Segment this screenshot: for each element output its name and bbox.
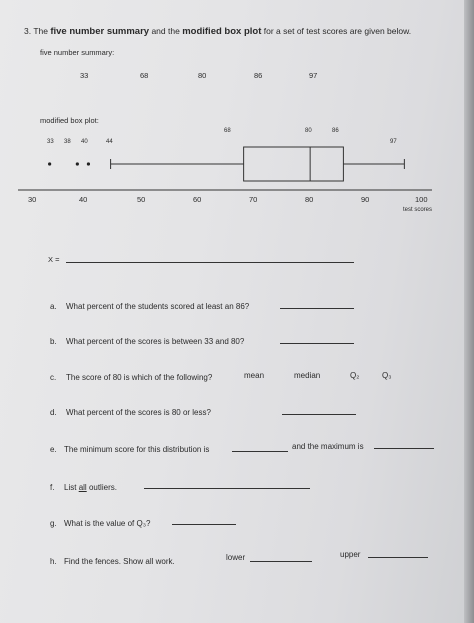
outlier-dot-33: [48, 162, 51, 165]
box-plot-group: [18, 147, 432, 190]
option-q2[interactable]: Q₂: [350, 371, 360, 380]
question-e-max-blank[interactable]: [374, 448, 434, 449]
axis-tick-90: 90: [361, 195, 370, 204]
question-e-letter: e.: [50, 445, 57, 454]
question-d-blank[interactable]: [282, 414, 356, 415]
question-g-text: What is the value of Q₃?: [64, 519, 151, 528]
axis-tick-100: 100: [415, 195, 428, 204]
axis-tick-80: 80: [305, 195, 314, 204]
question-f-pre: List: [64, 483, 77, 492]
question-f-letter: f.: [50, 483, 55, 492]
axis-tick-50: 50: [137, 195, 146, 204]
outlier-dot-38: [76, 162, 79, 165]
summary-q3: 86: [254, 71, 263, 80]
option-q3[interactable]: Q₃: [382, 371, 392, 380]
problem-number: 3.: [24, 26, 32, 36]
question-h-letter: h.: [50, 557, 57, 566]
question-g-blank[interactable]: [172, 524, 236, 525]
question-b-blank[interactable]: [280, 343, 354, 344]
title-post: for a set of test scores are given below.: [263, 26, 412, 36]
question-c-letter: c.: [50, 373, 57, 382]
title-bold-summary: five number summary: [50, 26, 150, 37]
iqr-box: [244, 147, 344, 181]
outlier-label-40: 40: [81, 139, 88, 145]
summary-label: five number summary:: [40, 48, 115, 57]
question-a-letter: a.: [50, 302, 57, 311]
question-e-text2: and the maximum is: [292, 442, 364, 451]
summary-min: 33: [80, 71, 89, 80]
question-h-text: Find the fences. Show all work.: [64, 557, 175, 566]
question-g-letter: g.: [50, 519, 57, 528]
question-f-underline: all: [78, 483, 87, 492]
question-f-text: [64, 483, 117, 492]
question-f-blank[interactable]: [144, 488, 310, 489]
axis-tick-70: 70: [249, 195, 258, 204]
q1-label: 68: [224, 128, 231, 134]
question-f-post: outliers.: [88, 483, 117, 492]
q3-label: 86: [332, 128, 339, 134]
boxplot-label: modified box plot:: [40, 116, 99, 125]
option-median[interactable]: median: [294, 371, 321, 380]
summary-median: 80: [198, 71, 207, 80]
max-label: 97: [390, 139, 397, 145]
question-e-min-blank[interactable]: [232, 451, 288, 452]
outlier-label-33: 33: [47, 139, 54, 145]
question-e-text: The minimum score for this distribution is: [64, 445, 210, 454]
option-mean[interactable]: mean: [244, 371, 265, 380]
x-answer-blank[interactable]: [66, 262, 354, 263]
axis-tick-60: 60: [193, 195, 202, 204]
question-b-letter: b.: [50, 337, 57, 346]
question-d-letter: d.: [50, 408, 57, 417]
whisker-label-44: 44: [106, 139, 113, 145]
title-bold-boxplot: modified box plot: [182, 26, 262, 37]
question-b-text: What percent of the scores is between 33 and 80?: [66, 337, 245, 346]
outlier-label-38: 38: [64, 139, 71, 145]
lower-fence-blank[interactable]: [250, 561, 312, 562]
axis-tick-30: 30: [28, 195, 37, 204]
median-label: 80: [305, 128, 312, 134]
upper-fence-blank[interactable]: [368, 557, 428, 558]
outlier-dot-40: [87, 162, 90, 165]
question-a-blank[interactable]: [280, 308, 354, 309]
axis-tick-40: 40: [79, 195, 88, 204]
lower-fence-label: lower: [226, 553, 246, 562]
upper-fence-label: upper: [340, 550, 361, 559]
title-pre: The: [33, 26, 48, 36]
question-a-text: What percent of the students scored at least an 86?: [66, 302, 250, 311]
title-mid: and the: [151, 26, 180, 36]
summary-q1: 68: [140, 71, 149, 80]
x-equals-label: X =: [48, 255, 60, 264]
question-d-text: What percent of the scores is 80 or less?: [66, 408, 211, 417]
summary-max: 97: [309, 71, 318, 80]
axis-unit-label: test scores: [403, 207, 433, 213]
question-c-text: The score of 80 is which of the following?: [66, 373, 213, 382]
